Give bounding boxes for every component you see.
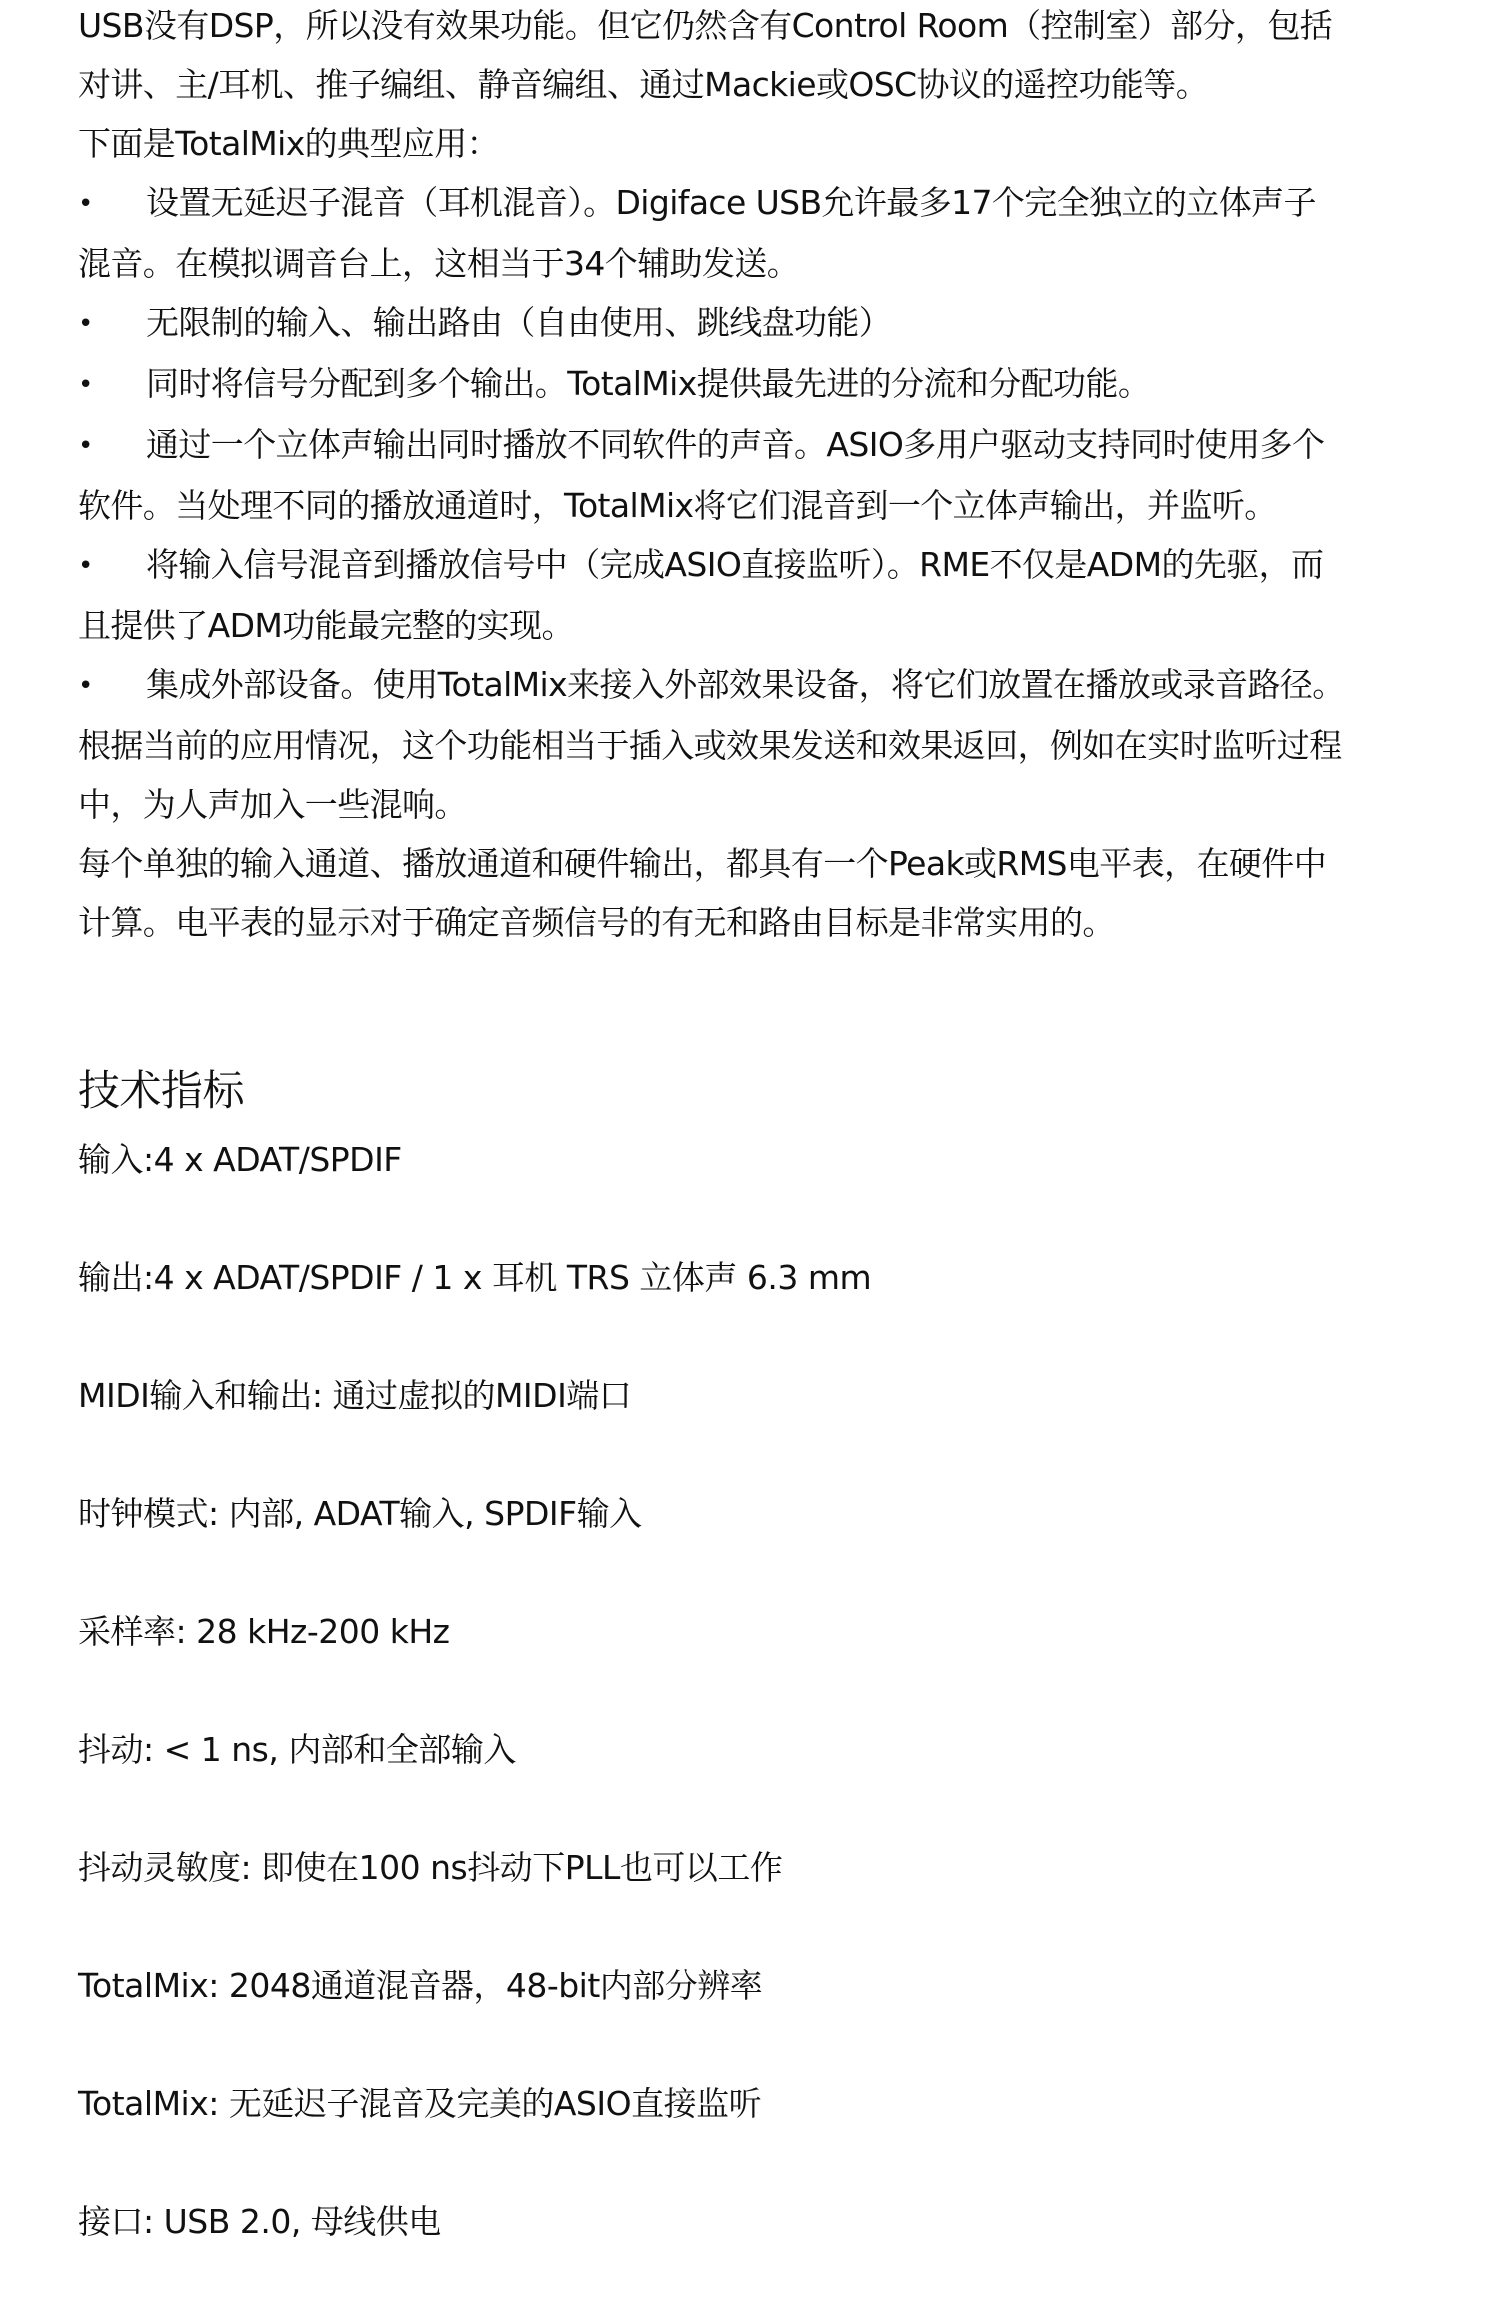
section-title: 技术指标 [78, 1066, 245, 1115]
spec-item: TotalMix: 无延迟子混音及完美的ASIO直接监听 [78, 2084, 762, 2123]
list-item-text: 中，为人声加入一些混响。 [78, 785, 467, 824]
list-item-line [78, 415, 1458, 476]
list-item-text: 软件。当处理不同的播放通道时，TotalMix将它们混音到一个立体声输出，并监听。 [78, 486, 1277, 525]
document-page [78, 0, 1458, 2241]
intro-line: USB没有DSP，所以没有效果功能。但它仍然含有Control Room（控制室）部分，包括 [78, 6, 1333, 45]
bullet-icon: • [78, 189, 93, 219]
list-item-line [78, 173, 1458, 234]
list-item [78, 173, 1458, 293]
application-list [78, 173, 1458, 834]
list-item-line [78, 293, 1458, 354]
bullet-icon: • [78, 551, 93, 581]
spec-item: 接口: USB 2.0, 母线供电 [78, 2202, 441, 2241]
spec-item: 输出:4 x ADAT/SPDIF / 1 x 耳机 TRS 立体声 6.3 mm [78, 1258, 872, 1297]
list-item-text: 通过一个立体声输出同时播放不同软件的声音。ASIO多用户驱动支持同时使用多个 [146, 425, 1325, 464]
intro-line: 对讲、主/耳机、推子编组、静音编组、通过Mackie或OSC协议的遥控功能等。 [78, 65, 1209, 104]
list-item-text: 设置无延迟子混音（耳机混音）。Digiface USB允许最多17个完全独立的立体声子 [146, 183, 1316, 222]
list-item-line [78, 354, 1458, 415]
spec-item: TotalMix: 2048通道混音器，48-bit内部分辨率 [78, 1966, 763, 2005]
closing-paragraph [78, 834, 1458, 952]
bullet-icon: • [78, 370, 93, 400]
list-item-line [78, 655, 1458, 716]
list-item-text: 将输入信号混音到播放信号中（完成ASIO直接监听）。RME不仅是ADM的先驱，而 [146, 545, 1324, 584]
spec-item: 抖动: < 1 ns, 内部和全部输入 [78, 1730, 516, 1769]
closing-line: 每个单独的输入通道、播放通道和硬件输出，都具有一个Peak或RMS电平表，在硬件中 [78, 844, 1327, 883]
list-item [78, 354, 1458, 415]
list-item [78, 535, 1458, 655]
list-item-line [78, 535, 1458, 596]
spec-item: MIDI输入和输出: 通过虚拟的MIDI端口 [78, 1376, 632, 1415]
spec-item: 输入:4 x ADAT/SPDIF [78, 1140, 402, 1179]
list-item [78, 655, 1458, 834]
bullet-icon: • [78, 671, 93, 701]
intro-line: 下面是TotalMix的典型应用： [78, 124, 500, 163]
list-item-text: 无限制的输入、输出路由（自由使用、跳线盘功能） [146, 303, 892, 342]
spec-item: 时钟模式: 内部, ADAT输入, SPDIF输入 [78, 1494, 642, 1533]
list-item-text: 集成外部设备。使用TotalMix来接入外部效果设备，将它们放置在播放或录音路径。 [146, 665, 1345, 704]
list-item-text: 且提供了ADM功能最完整的实现。 [78, 606, 574, 645]
intro-section [78, 0, 1458, 173]
list-item-text: 根据当前的应用情况，这个功能相当于插入或效果发送和效果返回，例如在实时监听过程 [78, 726, 1342, 765]
list-item-text: 同时将信号分配到多个输出。TotalMix提供最先进的分流和分配功能。 [146, 364, 1151, 403]
closing-line: 计算。电平表的显示对于确定音频信号的有无和路由目标是非常实用的。 [78, 903, 1115, 942]
spec-list [78, 1140, 1458, 2320]
list-item [78, 293, 1458, 354]
bullet-icon: • [78, 431, 93, 461]
spec-item: 抖动灵敏度: 即使在100 ns抖动下PLL也可以工作 [78, 1848, 783, 1887]
list-item [78, 415, 1458, 535]
spec-item: 采样率: 28 kHz-200 kHz [78, 1612, 450, 1651]
list-item-text: 混音。在模拟调音台上，这相当于34个辅助发送。 [78, 244, 800, 283]
bullet-icon: • [78, 309, 93, 339]
